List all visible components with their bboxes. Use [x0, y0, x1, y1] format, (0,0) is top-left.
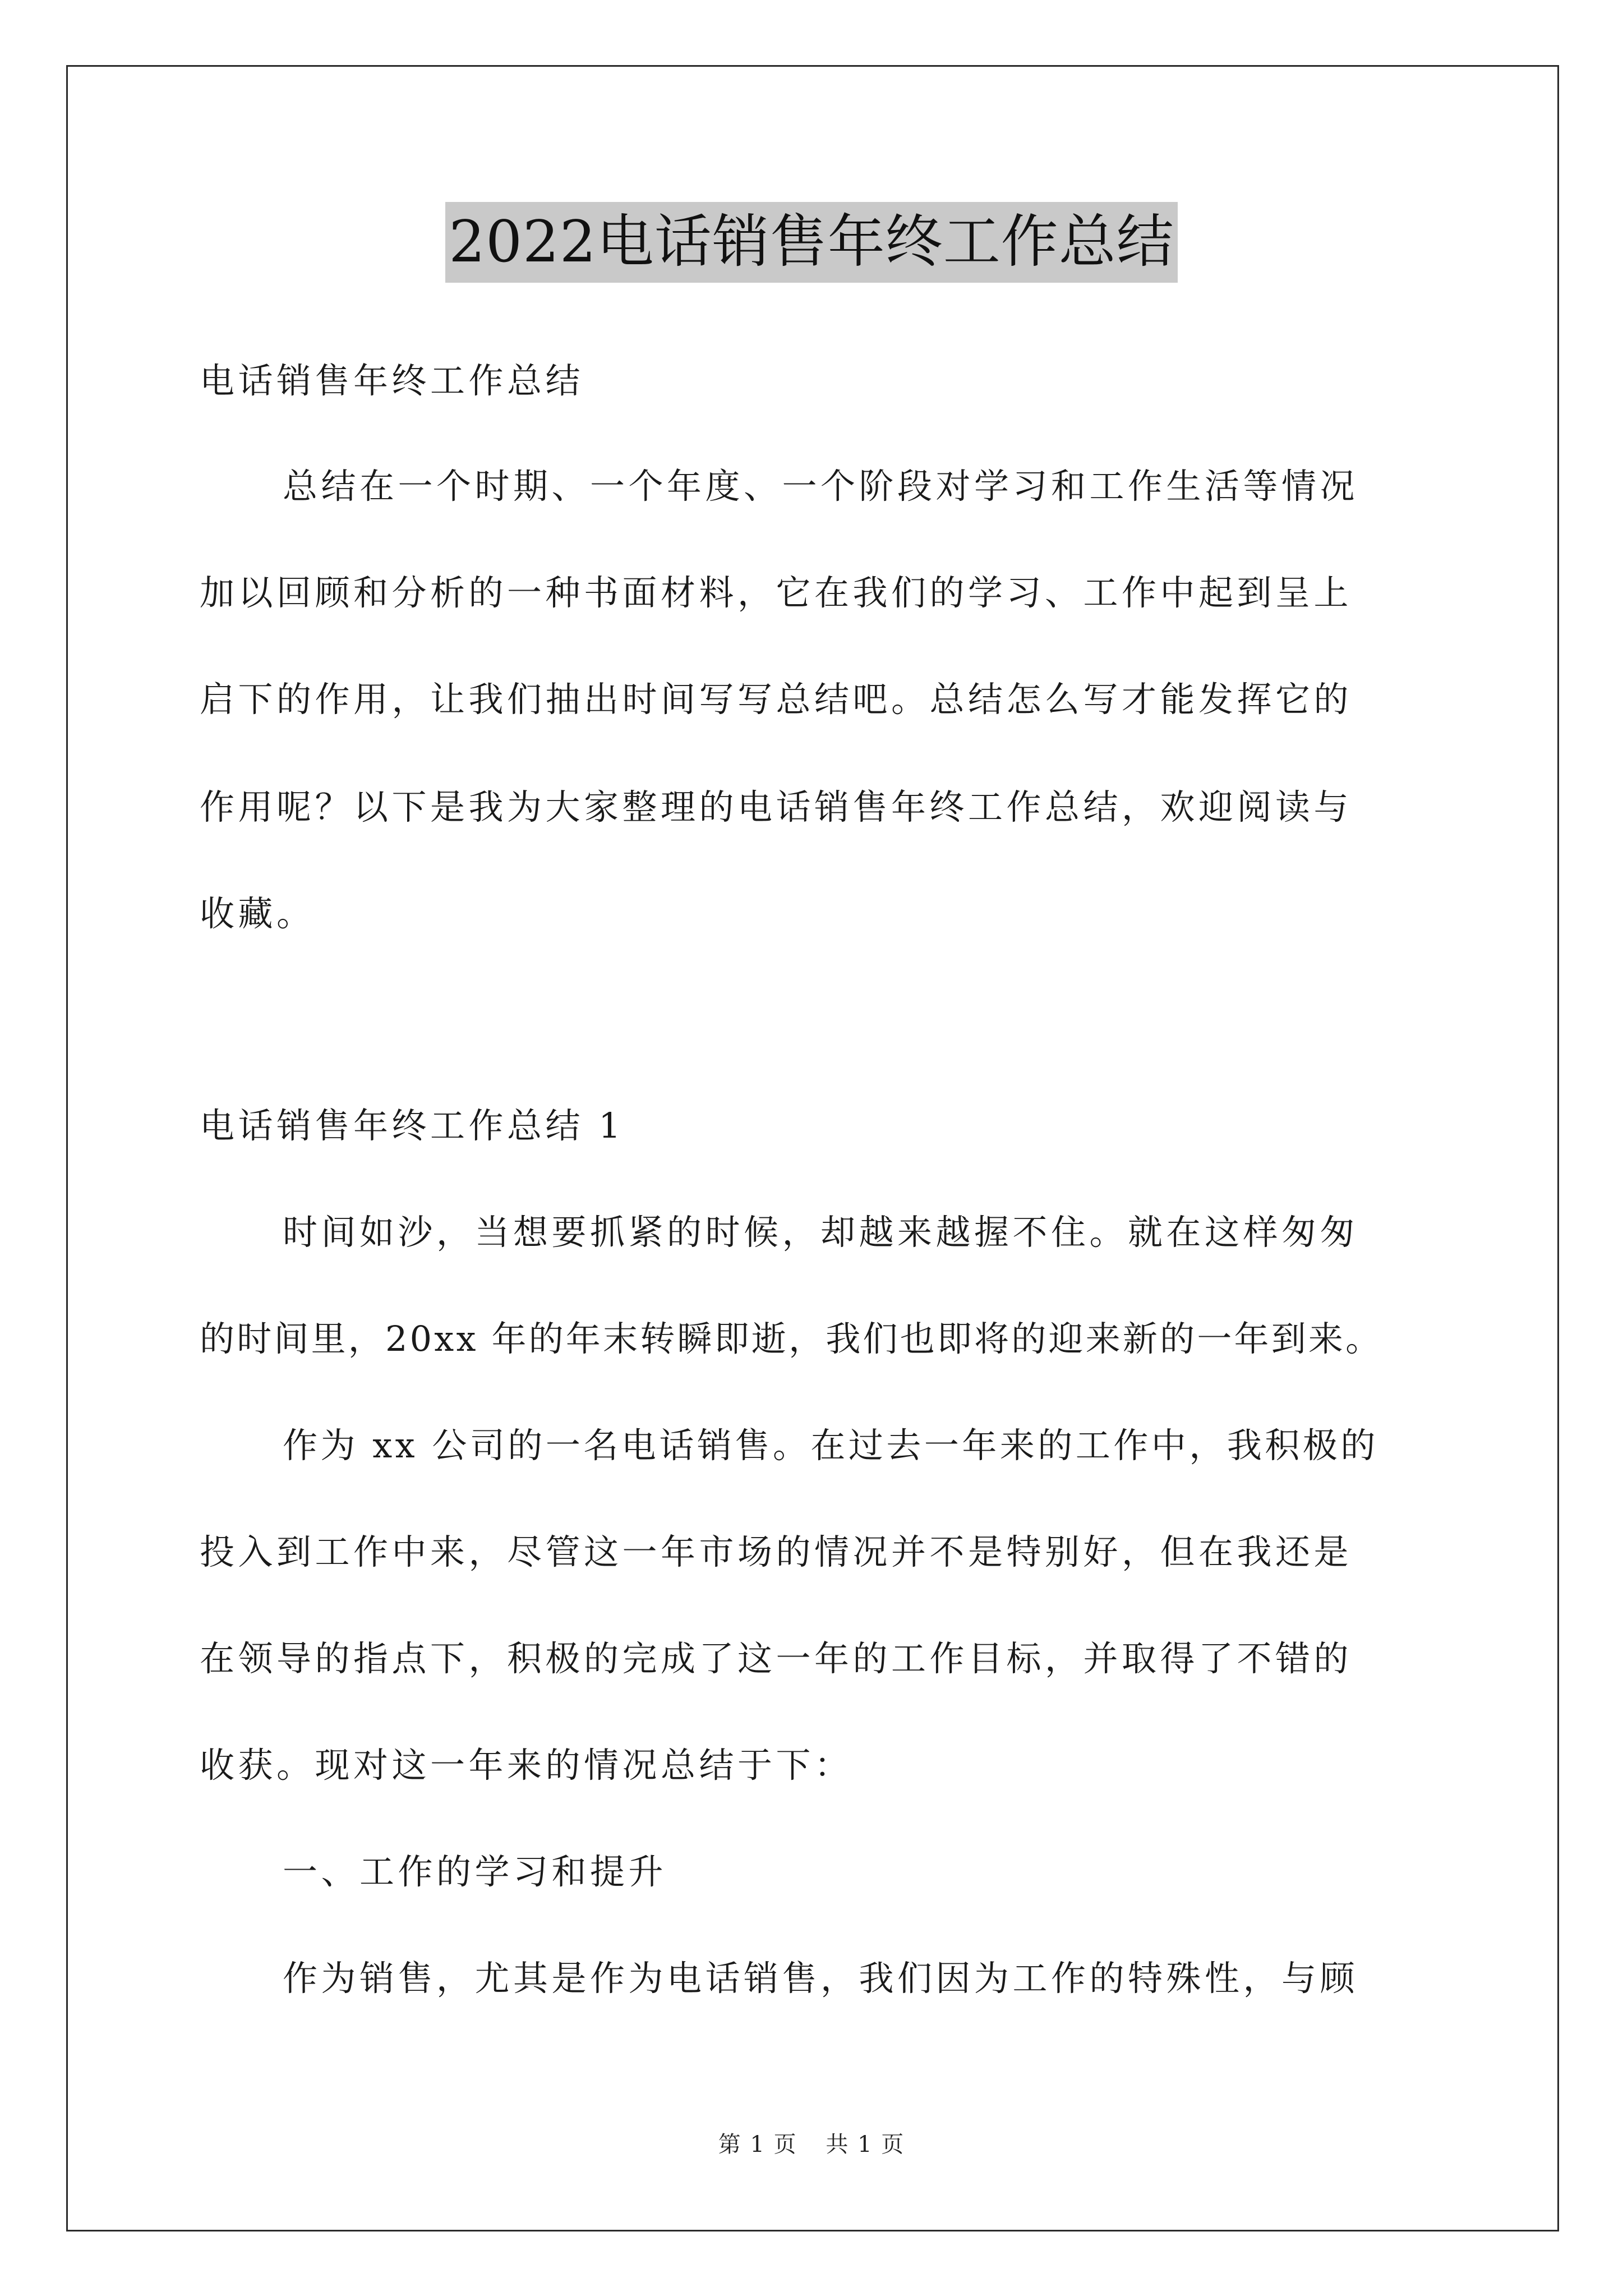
section-line-5: 在领导的指点下，积极的完成了这一年的工作目标，并取得了不错的 — [200, 1638, 1353, 1679]
intro-line-4: 作用呢？以下是我为大家整理的电话销售年终工作总结，欢迎阅读与 — [200, 786, 1353, 827]
section-heading: 电话销售年终工作总结 1 — [200, 1105, 625, 1146]
intro-line-1: 总结在一个时期、一个年度、一个阶段对学习和工作生活等情况 — [283, 466, 1359, 507]
section-line-3: 作为 xx 公司的一名电话销售。在过去一年来的工作中，我积极的 — [283, 1425, 1378, 1466]
page-number-current: 第 1 页 — [718, 2132, 797, 2157]
section-line-6: 收获。现对这一年来的情况总结于下： — [200, 1745, 853, 1786]
intro-line-5: 收藏。 — [200, 893, 315, 934]
title-container — [0, 202, 1623, 283]
section-line-8: 作为销售，尤其是作为电话销售，我们因为工作的特殊性，与顾 — [283, 1958, 1359, 1999]
section-line-4: 投入到工作中来，尽管这一年市场的情况并不是特别好，但在我还是 — [200, 1531, 1353, 1572]
document-title: 2022电话销售年终工作总结 — [445, 202, 1178, 283]
page-number-total: 共 1 页 — [826, 2132, 905, 2157]
section-line-2: 的时间里，20xx 年的年末转瞬即逝，我们也即将的迎来新的一年到来。 — [200, 1318, 1383, 1359]
intro-line-2: 加以回顾和分析的一种书面材料，它在我们的学习、工作中起到呈上 — [200, 572, 1353, 613]
page-footer — [0, 2132, 1623, 2157]
document-subtitle: 电话销售年终工作总结 — [200, 360, 584, 401]
section-subheading: 一、工作的学习和提升 — [283, 1851, 667, 1892]
intro-line-3: 启下的作用，让我们抽出时间写写总结吧。总结怎么写才能发挥它的 — [200, 679, 1353, 720]
section-line-1: 时间如沙，当想要抓紧的时候，却越来越握不住。就在这样匆匆 — [283, 1212, 1359, 1253]
